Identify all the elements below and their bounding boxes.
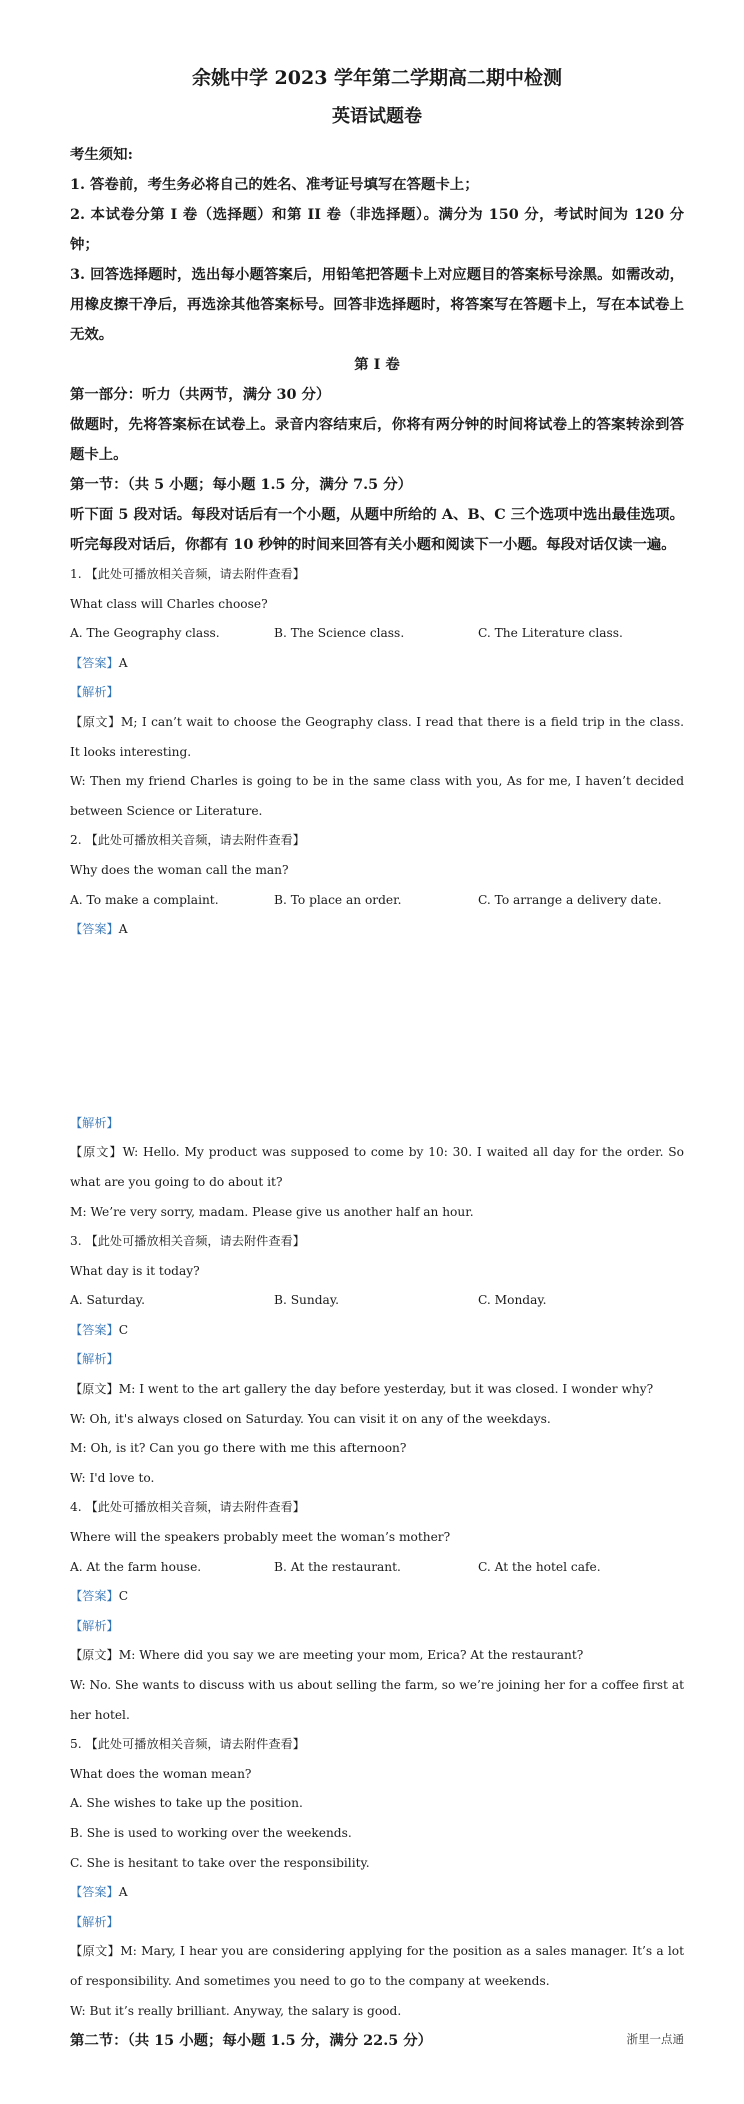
option-a: A. At the farm house. bbox=[70, 1559, 202, 1574]
option-row bbox=[70, 1286, 684, 1316]
transcript-text: M: Where did you say we are meeting your mom, Erica? At the restaurant? bbox=[118, 1648, 584, 1663]
answer-line bbox=[70, 1582, 684, 1612]
question-block bbox=[70, 560, 684, 826]
transcript-line bbox=[70, 1375, 684, 1405]
analysis-label: 【解析】 bbox=[70, 685, 119, 700]
option-b: B. The Science class. bbox=[274, 626, 405, 641]
answer-label: 【答案】 bbox=[70, 1589, 119, 1604]
option-c: C. To arrange a delivery date. bbox=[478, 892, 662, 907]
option-c: C. The Literature class. bbox=[478, 626, 623, 641]
option-row bbox=[70, 886, 684, 916]
transcript-line: W: No. She wants to discuss with us about selling the farm, so we’re joining her for a coffee first at her hotel. bbox=[70, 1678, 684, 1722]
transcript-line: W: I'd love to. bbox=[70, 1470, 155, 1485]
analysis-label: 【解析】 bbox=[70, 1618, 119, 1633]
transcript-line bbox=[70, 1937, 684, 1996]
analysis-label: 【解析】 bbox=[70, 1352, 119, 1367]
original-label: 【原文】 bbox=[70, 1648, 119, 1663]
answer-label: 【答案】 bbox=[70, 1885, 119, 1900]
question-text: Why does the woman call the man? bbox=[70, 862, 289, 877]
answer-value: A bbox=[118, 922, 128, 937]
question-number: 3. 【此处可播放相关音频，请去附件查看】 bbox=[70, 1234, 305, 1249]
option-c: C. She is hesitant to take over the responsibility. bbox=[70, 1855, 370, 1870]
option-row bbox=[70, 619, 684, 649]
question-block bbox=[70, 1227, 684, 1493]
question-number: 4. 【此处可播放相关音频，请去附件查看】 bbox=[70, 1500, 305, 1515]
answer-value: C bbox=[118, 1589, 129, 1604]
original-label: 【原文】 bbox=[70, 1382, 119, 1397]
notice-item-3: 3. 回答选择题时，选出每小题答案后，用铅笔把答题卡上对应题目的答案标号涂黑。如需改动，用橡皮擦干净后，再选涂其他答案标号。回答非选择题时，将答案写在答题卡上，写在本试卷上无效。 bbox=[70, 266, 684, 343]
question-text: Where will the speakers probably meet the woman’s mother? bbox=[70, 1530, 451, 1545]
question-number: 2. 【此处可播放相关音频，请去附件查看】 bbox=[70, 833, 305, 848]
notice-item-1: 1. 答卷前，考生务必将自己的姓名、准考证号填写在答题卡上； bbox=[70, 176, 479, 193]
option-row bbox=[70, 1553, 684, 1583]
question-number: 5. 【此处可播放相关音频，请去附件查看】 bbox=[70, 1737, 305, 1752]
volume-heading: 第 I 卷 bbox=[354, 356, 400, 373]
option-a: A. Saturday. bbox=[70, 1293, 145, 1308]
answer-line bbox=[70, 1878, 684, 1908]
option-c: C. At the hotel cafe. bbox=[478, 1559, 601, 1574]
blank-space bbox=[70, 945, 684, 1109]
page-title: 余姚中学 2023 学年第二学期高二期中检测 bbox=[191, 67, 563, 89]
option-a: A. The Geography class. bbox=[70, 626, 220, 641]
footer-watermark: 浙里一点通 bbox=[626, 2032, 684, 2046]
answer-value: A bbox=[118, 1885, 128, 1900]
answer-value: C bbox=[118, 1322, 129, 1337]
part1-heading: 第一部分：听力（共两节，满分 30 分） bbox=[70, 386, 331, 403]
transcript-line: M: Oh, is it? Can you go there with me this afternoon? bbox=[70, 1441, 407, 1456]
answer-line bbox=[70, 915, 684, 945]
question-text: What class will Charles choose? bbox=[70, 596, 268, 611]
answer-value: A bbox=[118, 655, 128, 670]
question-block bbox=[70, 1730, 684, 2026]
transcript-line bbox=[70, 708, 684, 767]
answer-line bbox=[70, 649, 684, 679]
question-text: What does the woman mean? bbox=[70, 1766, 252, 1781]
transcript-line bbox=[70, 1641, 684, 1671]
analysis-label: 【解析】 bbox=[70, 1914, 119, 1929]
option-b: B. Sunday. bbox=[274, 1293, 339, 1308]
option-b: B. To place an order. bbox=[274, 892, 402, 907]
option-a: A. To make a complaint. bbox=[70, 892, 219, 907]
transcript-text: M: Mary, I hear you are considering applying for the position as a sales manager. It’s a lot of responsibility. And sometimes you need to go to the company at weekends. bbox=[70, 1944, 684, 1988]
option-c: C. Monday. bbox=[478, 1293, 547, 1308]
option-b: B. At the restaurant. bbox=[274, 1559, 401, 1574]
part1-instruction: 做题时，先将答案标在试卷上。录音内容结束后，你将有两分钟的时间将试卷上的答案转涂到答题卡上。 bbox=[70, 416, 684, 463]
notice-heading: 考生须知: bbox=[70, 146, 133, 163]
option-b: B. She is used to working over the weekends. bbox=[70, 1825, 352, 1840]
analysis-label: 【解析】 bbox=[70, 1115, 119, 1130]
transcript-line bbox=[70, 1138, 684, 1197]
section1-instruction: 听下面 5 段对话。每段对话后有一个小题，从题中所给的 A、B、C 三个选项中选出最佳选项。听完每段对话后，你都有 10 秒钟的时间来回答有关小题和阅读下一小题。每段对话仅读一遍。 bbox=[70, 506, 684, 553]
transcript-line: W: Oh, it's always closed on Saturday. You can visit it on any of the weekdays. bbox=[70, 1411, 551, 1426]
answer-label: 【答案】 bbox=[70, 1322, 119, 1337]
question-block bbox=[70, 826, 684, 1227]
question-block bbox=[70, 1493, 684, 1730]
transcript-text: W: Hello. My product was supposed to come by 10: 30. I waited all day for the order. So what are you going to do about it? bbox=[70, 1145, 684, 1189]
section1-heading: 第一节：（共 5 小题；每小题 1.5 分，满分 7.5 分） bbox=[70, 476, 412, 493]
question-text: What day is it today? bbox=[70, 1263, 200, 1278]
notice-item-2: 2. 本试卷分第 I 卷（选择题）和第 II 卷（非选择题）。满分为 150 分，考试时间为 120 分钟； bbox=[70, 206, 684, 253]
answer-line bbox=[70, 1316, 684, 1346]
page-subtitle: 英语试题卷 bbox=[332, 106, 422, 127]
transcript-text: M; I can’t wait to choose the Geography class. I read that there is a field trip in the class. It looks interesting. bbox=[70, 714, 685, 759]
page-content bbox=[70, 62, 684, 2056]
option-a: A. She wishes to take up the position. bbox=[70, 1796, 303, 1811]
answer-label: 【答案】 bbox=[70, 655, 119, 670]
transcript-text: M: I went to the art gallery the day before yesterday, but it was closed. I wonder why? bbox=[118, 1382, 654, 1397]
transcript-line: M: We’re very sorry, madam. Please give us another half an hour. bbox=[70, 1204, 474, 1219]
original-label: 【原文】 bbox=[70, 714, 121, 729]
answer-label: 【答案】 bbox=[70, 922, 119, 937]
original-label: 【原文】 bbox=[70, 1944, 121, 1959]
question-number: 1. 【此处可播放相关音频，请去附件查看】 bbox=[70, 567, 305, 581]
transcript-line: W: But it’s really brilliant. Anyway, the salary is good. bbox=[70, 2003, 402, 2018]
original-label: 【原文】 bbox=[70, 1145, 123, 1160]
transcript-line: W: Then my friend Charles is going to be in the same class with you, As for me, I haven’t decided between Science or Literature. bbox=[70, 774, 684, 818]
section2-heading: 第二节：（共 15 小题；每小题 1.5 分，满分 22.5 分） bbox=[70, 2032, 433, 2050]
